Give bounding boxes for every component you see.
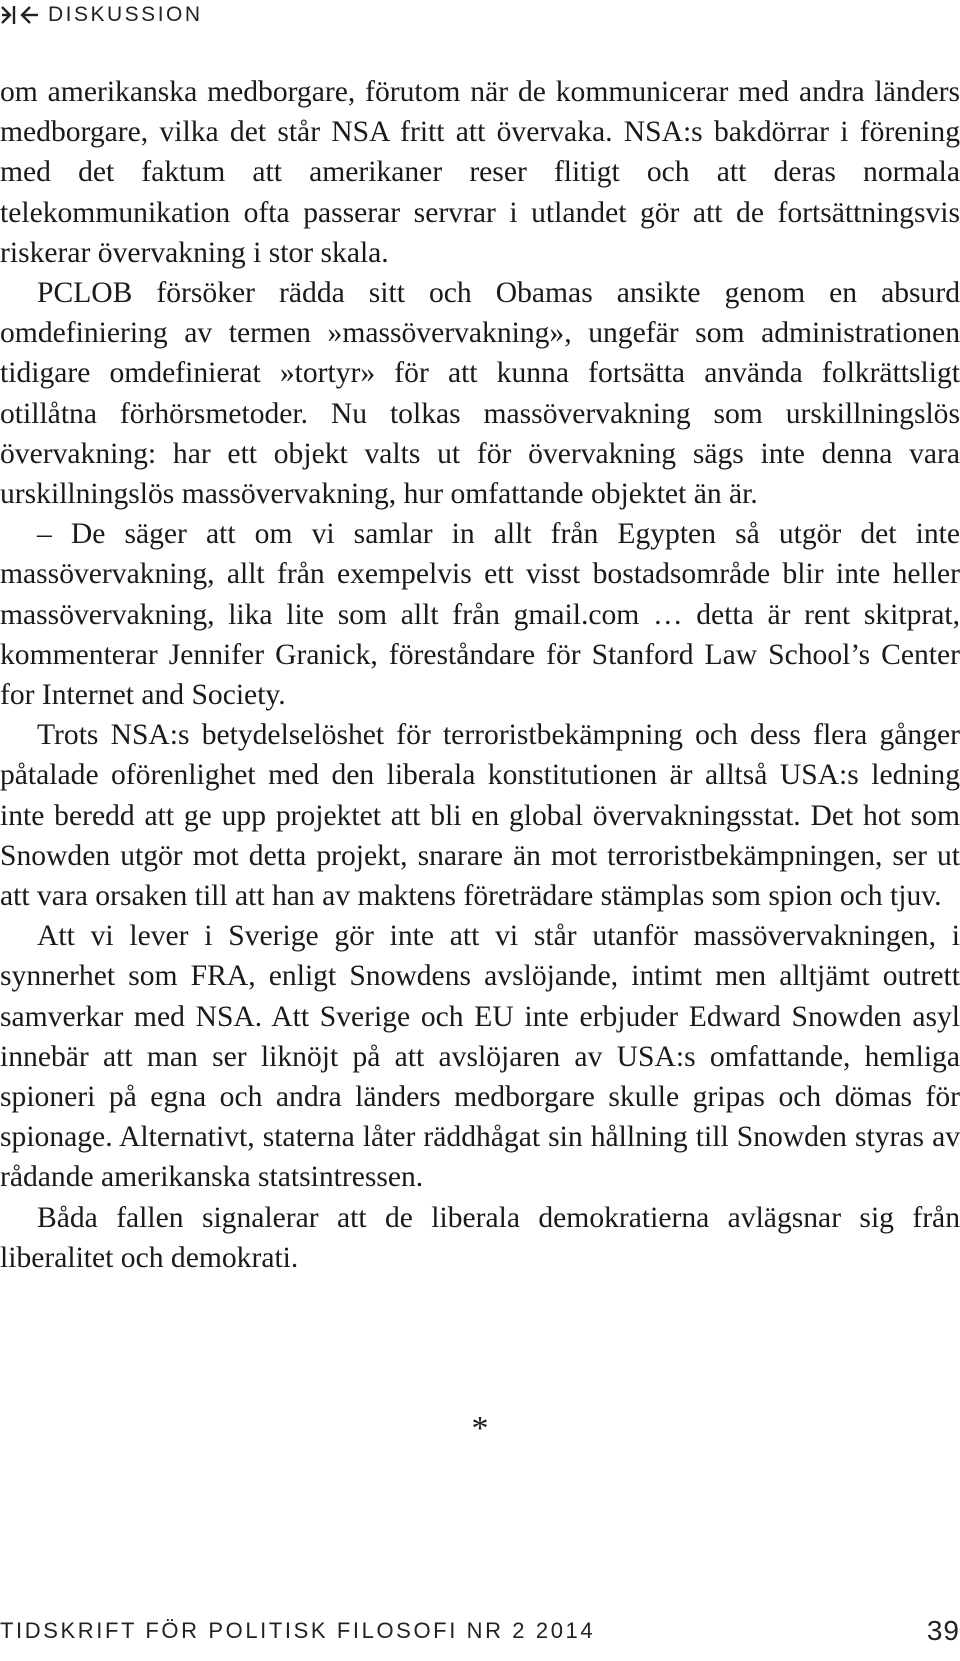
paragraph-1: om amerikanska medborgare, förutom när de kommunicerar med andra länders medborgare, vilka det står NSA fritt att övervaka. NSA:s bakdörrar i förening med det faktum att amerikaner reser flitigt och att deras normala telekommunikation ofta passerar servrar i utlandet gör att de fortsättningsvis riskerar övervakning i stor skala. bbox=[0, 76, 960, 269]
running-footer bbox=[0, 1614, 960, 1648]
article-body bbox=[0, 72, 960, 1278]
paragraph-3-quote: – De säger att om vi samlar in allt från Egypten så utgör det inte massövervakning, allt från exempelvis ett visst bostadsområde blir inte heller massövervakning, lika lite som allt från gmail.com … detta är rent skitprat, kommenterar Jennifer Granick, föreståndare för Stanford Law School’s Center for Internet and Society. bbox=[0, 518, 960, 712]
section-separator: * bbox=[471, 1410, 489, 1447]
paragraph-5: Att vi lever i Sverige gör inte att vi står utanför massövervakningen, i synnerhet som FRA, enligt Snowdens avslöjande, intimt men alltjämt outrett samverkar med NSA. Att Sverige och EU inte erbjuder Edward Snowden asyl innebär att man ser liknöjt på att avslöjaren av USA:s omfattande, hemliga spioneri på egna och andra länders medborgare skulle gripas och dömas för spionage. Alternativt, staterna låter räddhågat sin hållning till Snowden styras av rådande amerikanska statsintressen. bbox=[0, 920, 960, 1194]
section-title: DISKUSSION bbox=[48, 3, 203, 26]
page-number: 39 bbox=[926, 1615, 960, 1646]
paragraph-4: Trots NSA:s betydelselöshet för terroristbekämpning och dess flera gånger påtalade oförenlighet med den liberala konstitutionen är alltså USA:s ledning inte beredd att ge upp projektet att bli en global övervakningsstat. Det hot som Snowden utgör mot detta projekt, snarare än mot terroristbekämpningen, ser ut att vara orsaken till att han av maktens företrädare stämplas som spion och tjuv. bbox=[0, 719, 960, 913]
arrows-converging-icon bbox=[0, 3, 40, 27]
running-header bbox=[0, 0, 203, 30]
paragraph-2: PCLOB försöker rädda sitt och Obamas ansikte genom en absurd omdefiniering av termen »massövervakning», ungefär som administrationen tidigare omdefinierat »tortyr» för att kunna fortsätta använda folkrättsligt otillåtna förhörsmetoder. Nu tolkas massövervakning som urskillningslös övervakning: har ett objekt valts ut för övervakning sägs inte denna vara urskillningslös massövervakning, hur omfattande objektet än är. bbox=[0, 277, 960, 511]
paragraph-6: Båda fallen signalerar att de liberala demokratierna avlägsnar sig från liberalitet och demokrati. bbox=[0, 1201, 960, 1274]
journal-name: TIDSKRIFT FÖR POLITISK FILOSOFI NR 2 2014 bbox=[0, 1618, 596, 1643]
